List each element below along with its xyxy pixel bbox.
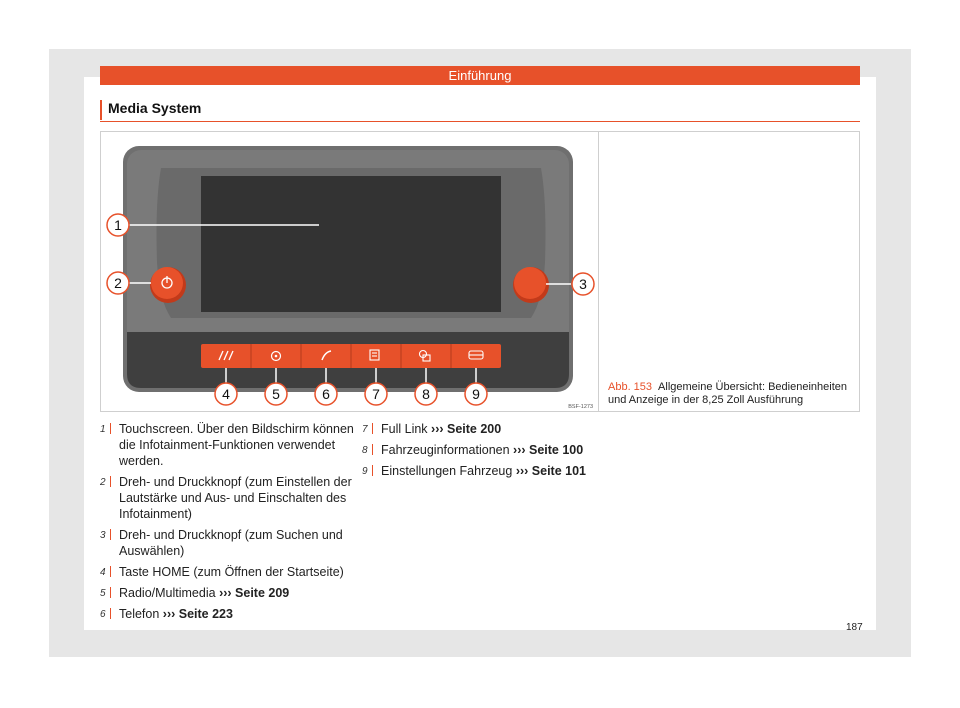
callout-label-9: 9 <box>472 386 480 402</box>
callout-label-2: 2 <box>114 275 122 291</box>
item-number: 2 <box>100 477 106 488</box>
list-item <box>362 442 617 458</box>
item-number: 6 <box>100 609 106 620</box>
page-reference-link[interactable]: ››› Seite 223 <box>162 607 233 621</box>
item-text: Dreh- und Druckknopf (zum Suchen und Auswählen) <box>119 528 343 558</box>
item-number: 9 <box>362 466 368 477</box>
item-number-marker <box>110 476 111 487</box>
page-reference-link[interactable]: ››› Seite 101 <box>515 464 586 478</box>
item-number: 7 <box>362 424 368 435</box>
item-number-marker <box>372 465 373 476</box>
item-number-marker <box>110 529 111 540</box>
callout-label-7: 7 <box>372 386 380 402</box>
page-number: 187 <box>846 622 863 633</box>
list-item <box>100 474 355 522</box>
item-number: 4 <box>100 567 106 578</box>
caption-label: Abb. 153 <box>608 381 653 393</box>
page-reference-link[interactable]: ››› Seite 209 <box>219 586 290 600</box>
callout-label-6: 6 <box>322 386 330 402</box>
select-knob <box>514 267 546 299</box>
callout-label-4: 4 <box>222 386 230 402</box>
section-title-marker <box>100 100 102 120</box>
section-divider <box>100 121 860 122</box>
callout-label-5: 5 <box>272 386 280 402</box>
item-number: 8 <box>362 445 368 456</box>
list-item <box>100 606 355 622</box>
list-item <box>100 564 355 580</box>
page-reference-link[interactable]: ››› Seite 200 <box>431 422 502 436</box>
item-text: Taste HOME (zum Öffnen der Startseite) <box>119 565 344 579</box>
item-number: 3 <box>100 530 106 541</box>
item-number: 1 <box>100 424 106 435</box>
section-title: Media System <box>108 100 202 116</box>
list-item <box>100 527 355 559</box>
callout-label-3: 3 <box>579 276 587 292</box>
item-number-marker <box>372 444 373 455</box>
item-text: Telefon <box>119 607 160 621</box>
item-text: Full Link <box>381 422 428 436</box>
item-number-marker <box>110 608 111 619</box>
touchscreen <box>201 176 501 312</box>
legend-list-right <box>362 421 617 484</box>
image-code: BSF-1273 <box>568 404 593 410</box>
figure-caption <box>608 381 853 407</box>
list-item <box>362 421 617 437</box>
item-number-marker <box>110 566 111 577</box>
item-text: Radio/Multimedia <box>119 586 216 600</box>
list-item <box>362 463 617 479</box>
callout-label-8: 8 <box>422 386 430 402</box>
figure-divider <box>598 131 599 412</box>
page-reference-link[interactable]: ››› Seite 100 <box>513 443 584 457</box>
item-number-marker <box>110 423 111 434</box>
caption-text: Allgemeine Übersicht: Bedieneinheiten und Anzeige in der 8,25 Zoll Ausführung <box>608 381 847 406</box>
chapter-header: Einführung <box>100 66 860 85</box>
item-number-marker <box>372 423 373 434</box>
list-item <box>100 421 355 469</box>
list-item <box>100 585 355 601</box>
legend-list-left <box>100 421 355 627</box>
infotainment-illustration <box>101 132 598 411</box>
item-number: 5 <box>100 588 106 599</box>
item-number-marker <box>110 587 111 598</box>
callout-label-1: 1 <box>114 217 122 233</box>
item-text: Einstellungen Fahrzeug <box>381 464 513 478</box>
item-text: Dreh- und Druckknopf (zum Einstellen der Lautstärke und Aus- und Einschalten des Infotainment) <box>119 475 352 521</box>
item-text: Fahrzeuginformationen <box>381 443 510 457</box>
item-text: Touchscreen. Über den Bildschirm können die Infotainment-Funktionen verwendet werden. <box>119 422 354 468</box>
